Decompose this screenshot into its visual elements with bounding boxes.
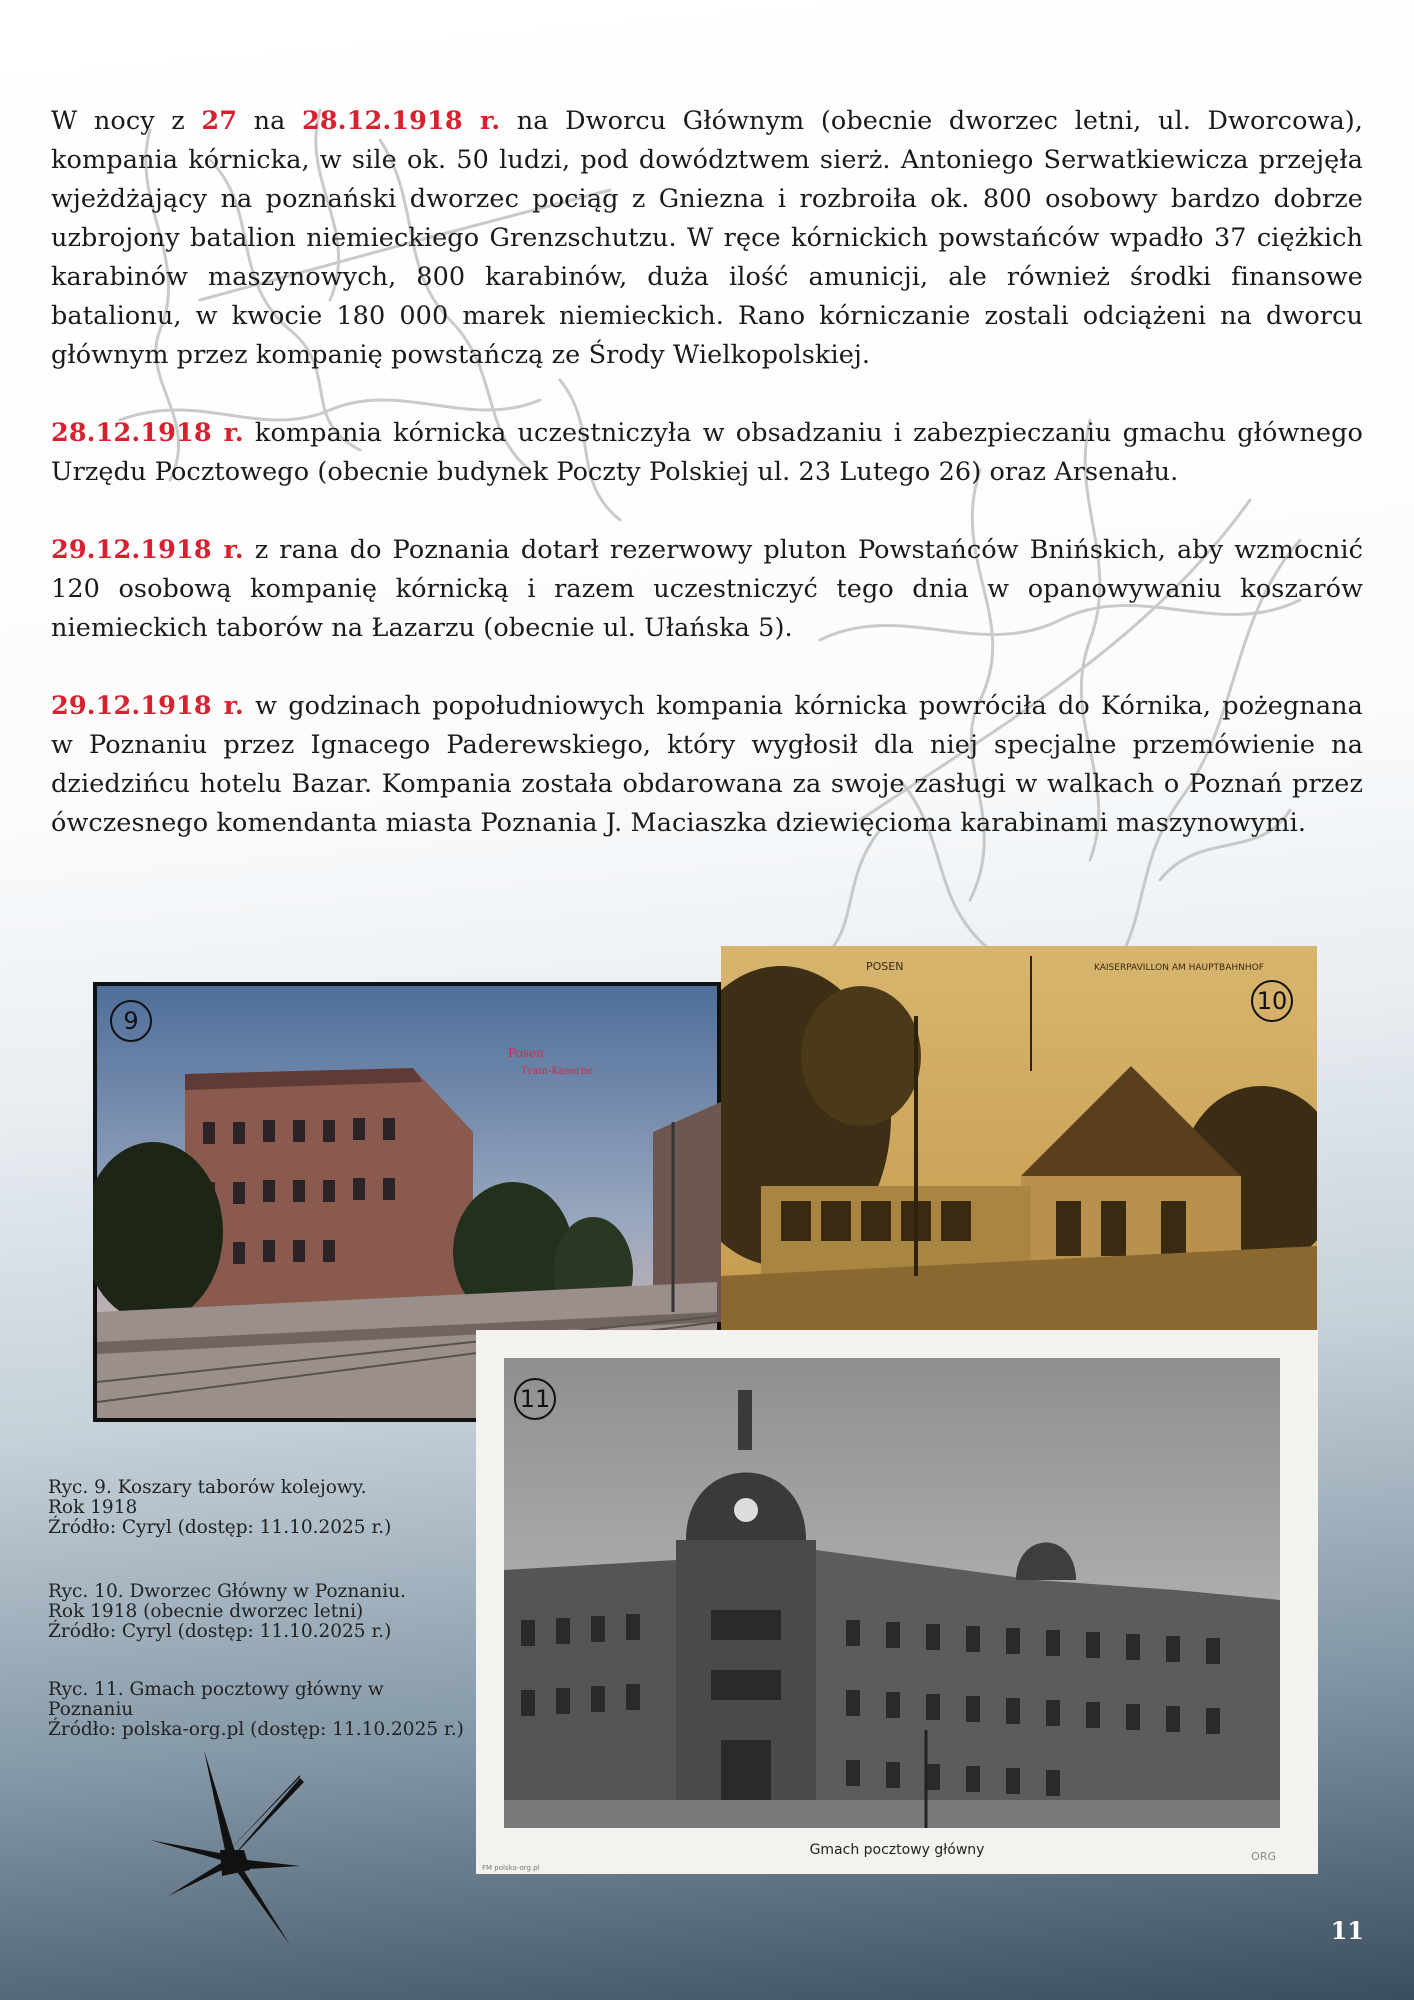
caption-line: Źródło: Cyryl (dostęp: 11.10.2025 r.): [48, 1621, 392, 1642]
postcard9-title: Posen: [508, 1046, 544, 1060]
postcard9-subtitle: Train-Kaserne: [521, 1066, 594, 1077]
photo-station-pavilion: [721, 946, 1317, 1330]
figure-number-9: 9: [110, 1000, 152, 1042]
caption-line: Źródło: Cyryl (dostęp: 11.10.2025 r.): [48, 1517, 392, 1538]
postcard11-caption: Gmach pocztowy główny: [809, 1842, 985, 1858]
caption-figure-10: [48, 1582, 406, 1642]
starburst-decoration: [150, 1750, 304, 1945]
figure-number-10: 10: [1251, 980, 1293, 1022]
caption-line: Ryc. 10. Dworzec Główny w Poznaniu.: [48, 1581, 406, 1602]
paragraph-2: 28.12.1918 r. kompania kórnicka uczestniczyła w obsadzaniu i zabezpieczaniu gmachu głównego Urzędu Pocztowego (obecnie budynek Poczty Polskiej ul. 23 Lutego 26) oraz Arsenału.: [51, 418, 1363, 487]
caption-line: Ryc. 9. Koszary taborów kolejowy.: [48, 1477, 367, 1498]
photo-main-post-office: [476, 1330, 1318, 1874]
main-text: [51, 102, 1363, 882]
caption-line: Rok 1918 (obecnie dworzec letni): [48, 1601, 364, 1622]
figure-number-11: 11: [514, 1378, 556, 1420]
caption-line: Rok 1918: [48, 1497, 138, 1518]
postcard10-right-title: KAISERPAVILLON AM HAUPTBAHNHOF: [1094, 963, 1264, 973]
postcard10-left-title: POSEN: [866, 960, 904, 973]
caption-line: Źródło: polska-org.pl (dostęp: 11.10.2025 r.): [48, 1719, 464, 1740]
paragraph-3: 29.12.1918 r. z rana do Poznania dotarł rezerwowy pluton Powstańców Bnińskich, aby wzmocnić 120 osobową kompanię kórnicką i razem uczestniczyć tego dnia w opanowywaniu koszarów niemieckich taborów na Łazarzu (obecnie ul. Ułańska 5).: [51, 535, 1363, 643]
caption-figure-11: [48, 1680, 464, 1740]
caption-figure-9: [48, 1478, 391, 1538]
caption-line: Poznaniu: [48, 1699, 134, 1720]
postcard11-mark: ORG: [1251, 1850, 1276, 1863]
postcard11-credit: FM polska-org.pl: [482, 1864, 540, 1872]
page-number: 11: [1330, 1916, 1364, 1945]
paragraph-4: 29.12.1918 r. w godzinach popołudniowych kompania kórnicka powróciła do Kórnika, pożegnana w Poznaniu przez Ignacego Paderewskiego, który wygłosił dla niej specjalne przemówienie na dziedzińcu hotelu Bazar. Kompania została obdarowana za swoje zasługi w walkach o Poznań przez ówczesnego komendanta miasta Poznania J. Maciaszka dziewięcioma karabinami maszynowymi.: [51, 691, 1363, 838]
caption-line: Ryc. 11. Gmach pocztowy główny w: [48, 1679, 384, 1700]
paragraph-1: W nocy z 27 na 28.12.1918 r. na Dworcu Głównym (obecnie dworzec letni, ul. Dworcowa), kompania kórnicka, w sile ok. 50 ludzi, pod dowództwem sierż. Antoniego Serwatkiewicza przejęła wjeżdżający na poznański dworzec pociąg z Gniezna i rozbroiła ok. 800 osobowy bardzo dobrze uzbrojony batalion niemieckiego Grenzschutzu. W ręce kórnickich powstańców wpadło 37 ciężkich karabinów maszynowych, 800 karabinów, duża ilość amunicji, ale również środki finansowe batalionu, w kwocie 180 000 marek niemieckich. Rano kórniczanie zostali odciążeni na dworcu głównym przez kompanię powstańczą ze Środy Wielkopolskiej.: [51, 106, 1364, 370]
